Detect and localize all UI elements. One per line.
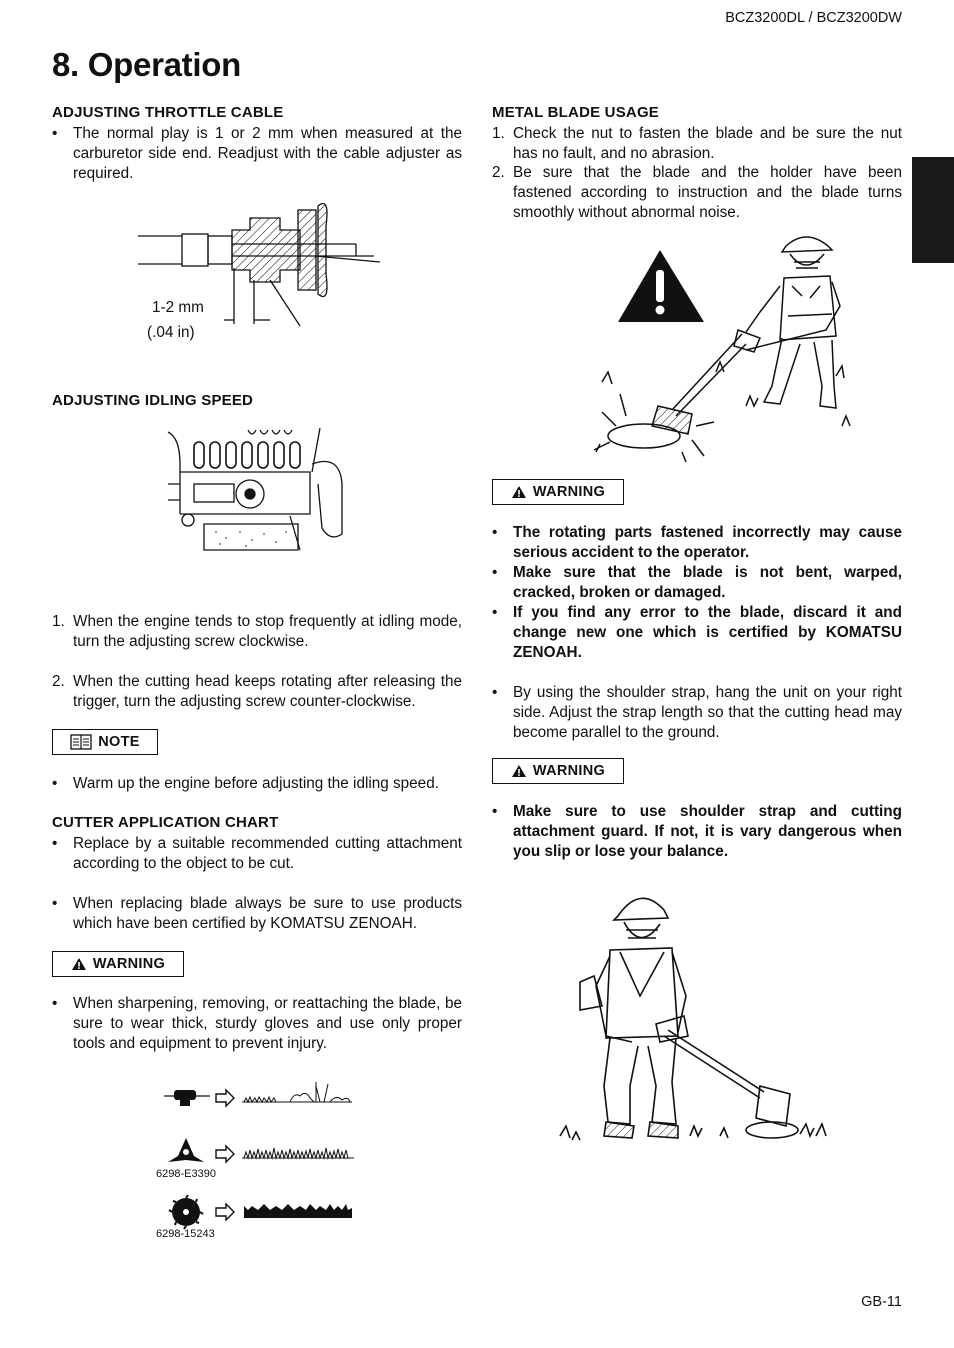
heading-throttle-cable: ADJUSTING THROTTLE CABLE — [52, 104, 284, 121]
page-number: GB-11 — [861, 1294, 902, 1310]
list-item: • When replacing blade always be sure to use products which have been certified by KOMATSU ZENOAH. — [52, 895, 462, 932]
warning-triangle-icon — [511, 485, 527, 499]
list-item: • Warm up the engine before adjusting the idling speed. — [52, 775, 439, 792]
cutter-application-chart — [160, 1076, 360, 1226]
list-item: • The rotating parts fastened incorrectly may cause serious accident to the operator. — [492, 524, 902, 561]
model-number: BCZ3200DL / BCZ3200DW — [725, 10, 902, 26]
arrow-right-icon — [216, 1146, 234, 1162]
heading-idling-speed: ADJUSTING IDLING SPEED — [52, 392, 254, 409]
page-title: 8. Operation — [52, 46, 241, 83]
list-item: • Make sure that the blade is not bent, warped, cracked, broken or damaged. — [492, 564, 902, 601]
part-number: 6298-E3390 — [156, 1168, 216, 1180]
note-badge: NOTE — [52, 729, 158, 755]
arrow-right-icon — [216, 1090, 234, 1106]
list-item: 2. When the cutting head keeps rotating after releasing the trigger, turn the adjusting screw counter-clockwise. — [52, 673, 462, 710]
list-item: • The normal play is 1 or 2 mm when measured at the carburetor side end. Readjust with the cable adjuster as required. — [52, 125, 462, 182]
play-label-in: (.04 in) — [147, 324, 195, 341]
section-tab-marker — [912, 157, 954, 263]
warning-triangle-icon — [71, 957, 87, 971]
list-item: • If you find any error to the blade, discard it and change new one which is certified by KOMATSU ZENOAH. — [492, 604, 902, 661]
list-item: 2. Be sure that the blade and the holder have been fastened according to instruction and the blade turns smoothly without abnormal noise. — [492, 164, 902, 221]
three-tooth-blade-icon — [168, 1138, 204, 1162]
heading-cutter-chart: CUTTER APPLICATION CHART — [52, 814, 279, 831]
list-item: • By using the shoulder strap, hang the unit on your right side. Adjust the strap length so that the cutting head may become parallel to the ground. — [492, 684, 902, 741]
warning-badge: WARNING — [52, 951, 184, 977]
list-item: • Replace by a suitable recommended cutting attachment according to the object to be cut. — [52, 835, 462, 872]
list-item: 1. When the engine tends to stop frequently at idling mode, turn the adjusting screw clockwise. — [52, 613, 462, 650]
list-item: • When sharpening, removing, or reattaching the blade, be sure to wear thick, sturdy gloves and use only proper tools and equipment to prevent injury. — [52, 995, 462, 1052]
warning-badge: WARNING — [492, 758, 624, 784]
idle-screw-illustration — [160, 424, 350, 556]
nylon-cutter-icon — [164, 1090, 210, 1106]
warning-triangle-icon — [511, 764, 527, 778]
arrow-right-icon — [216, 1204, 234, 1220]
operator-shoulder-strap-illustration — [560, 886, 840, 1146]
part-number: 6298-15243 — [156, 1228, 215, 1240]
list-item: • Make sure to use shoulder strap and cutting attachment guard. If not, it is vary dangerous when you slip or lose your balance. — [492, 803, 902, 860]
saw-blade-icon — [169, 1195, 203, 1229]
heading-metal-blade: METAL BLADE USAGE — [492, 104, 660, 121]
note-book-icon — [70, 734, 92, 750]
warning-badge: WARNING — [492, 479, 624, 505]
list-item: 1. Check the nut to fasten the blade and be sure the nut has no fault, and no abrasion. — [492, 125, 902, 162]
play-label-mm: 1-2 mm — [152, 299, 204, 316]
blade-kickback-illustration — [596, 226, 866, 472]
